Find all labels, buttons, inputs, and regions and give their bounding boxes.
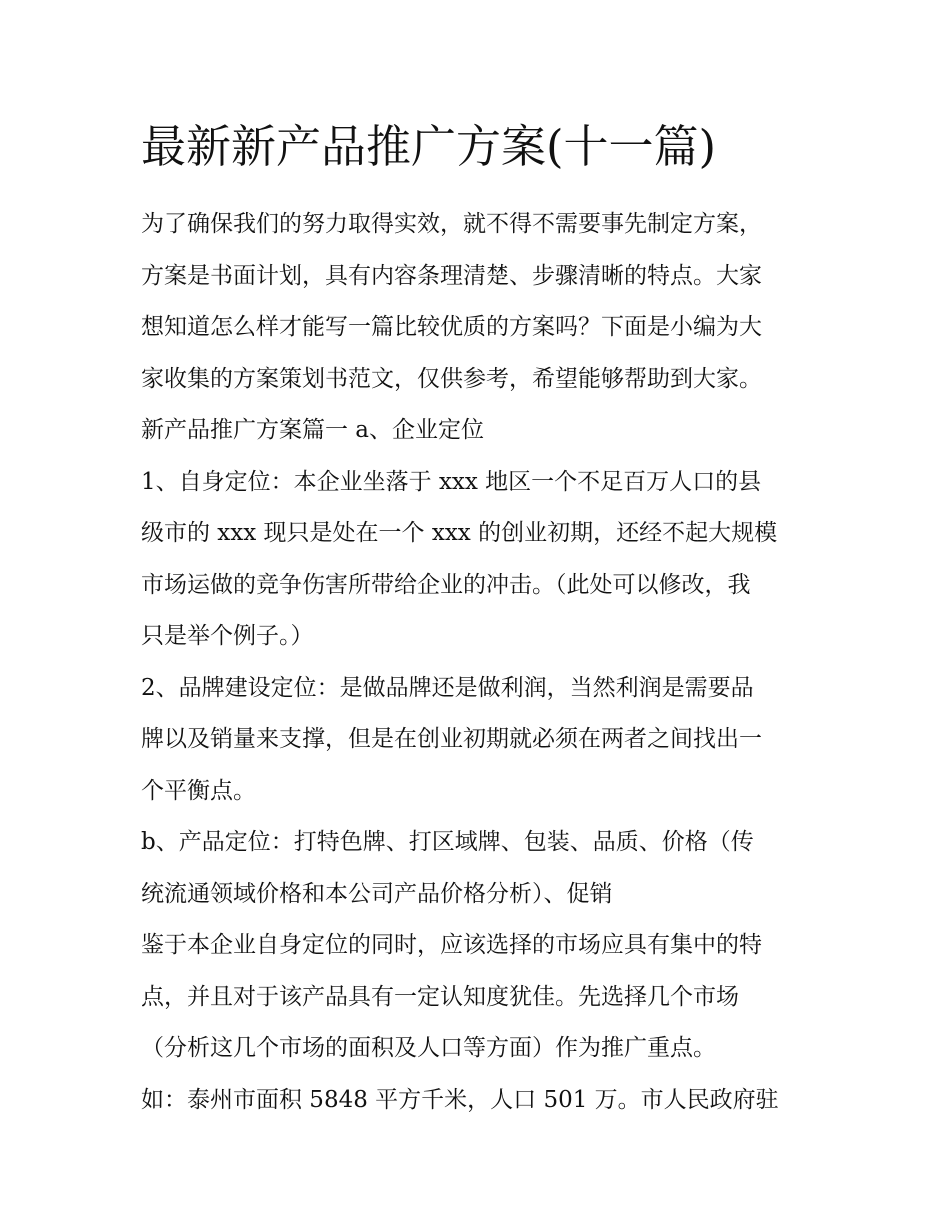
body-text-line: 市场运做的竞争伤害所带给企业的冲击。（此处可以修改，我 xyxy=(141,571,751,598)
body-text-line: 只是举个例子。） xyxy=(141,623,314,649)
body-text-line: 统流通领域价格和本公司产品价格分析）、促销 xyxy=(141,880,613,907)
document-body xyxy=(141,199,841,1126)
body-text-line: 牌以及销量来支撑，但是在创业初期就必须在两者之间找出一 xyxy=(141,726,762,752)
body-text-line: 方案是书面计划，具有内容条理清楚、步骤清晰的特点。大家 xyxy=(141,262,762,289)
body-text-line: 想知道怎么样才能写一篇比较优质的方案吗？下面是小编为大 xyxy=(141,314,762,340)
document-title: 最新新产品推广方案(十一篇) xyxy=(141,120,717,173)
body-text-line: （分析这几个市场的面积及人口等方面）作为推广重点。 xyxy=(141,1035,716,1061)
body-text-line: 新产品推广方案篇一 a、企业定位 xyxy=(141,417,485,443)
body-text-line: 个平衡点。 xyxy=(141,777,256,804)
body-text-line: 为了确保我们的努力取得实效，就不得不需要事先制定方案， xyxy=(141,211,762,237)
body-text-line: 家收集的方案策划书范文，仅供参考，希望能够帮助到大家。 xyxy=(141,365,762,392)
body-text-line: b、产品定位：打特色牌、打区域牌、包装、品质、价格（传 xyxy=(141,829,754,855)
body-text-line: 1、自身定位：本企业坐落于 xxx 地区一个不足百万人口的县 xyxy=(141,468,762,495)
body-text-line: 级市的 xxx 现只是处在一个 xxx 的创业初期，还经不起大规模 xyxy=(141,520,778,546)
body-text-line: 2、品牌建设定位：是做品牌还是做利润，当然利润是需要品 xyxy=(141,674,754,701)
body-text-line: 如：泰州市面积 5848 平方千米，人口 501 万。市人民政府驻 xyxy=(141,1086,779,1113)
body-text-line: 点，并且对于该产品具有一定认知度犹佳。先选择几个市场 xyxy=(141,983,739,1010)
body-text-line: 鉴于本企业自身定位的同时，应该选择的市场应具有集中的特 xyxy=(141,932,762,958)
